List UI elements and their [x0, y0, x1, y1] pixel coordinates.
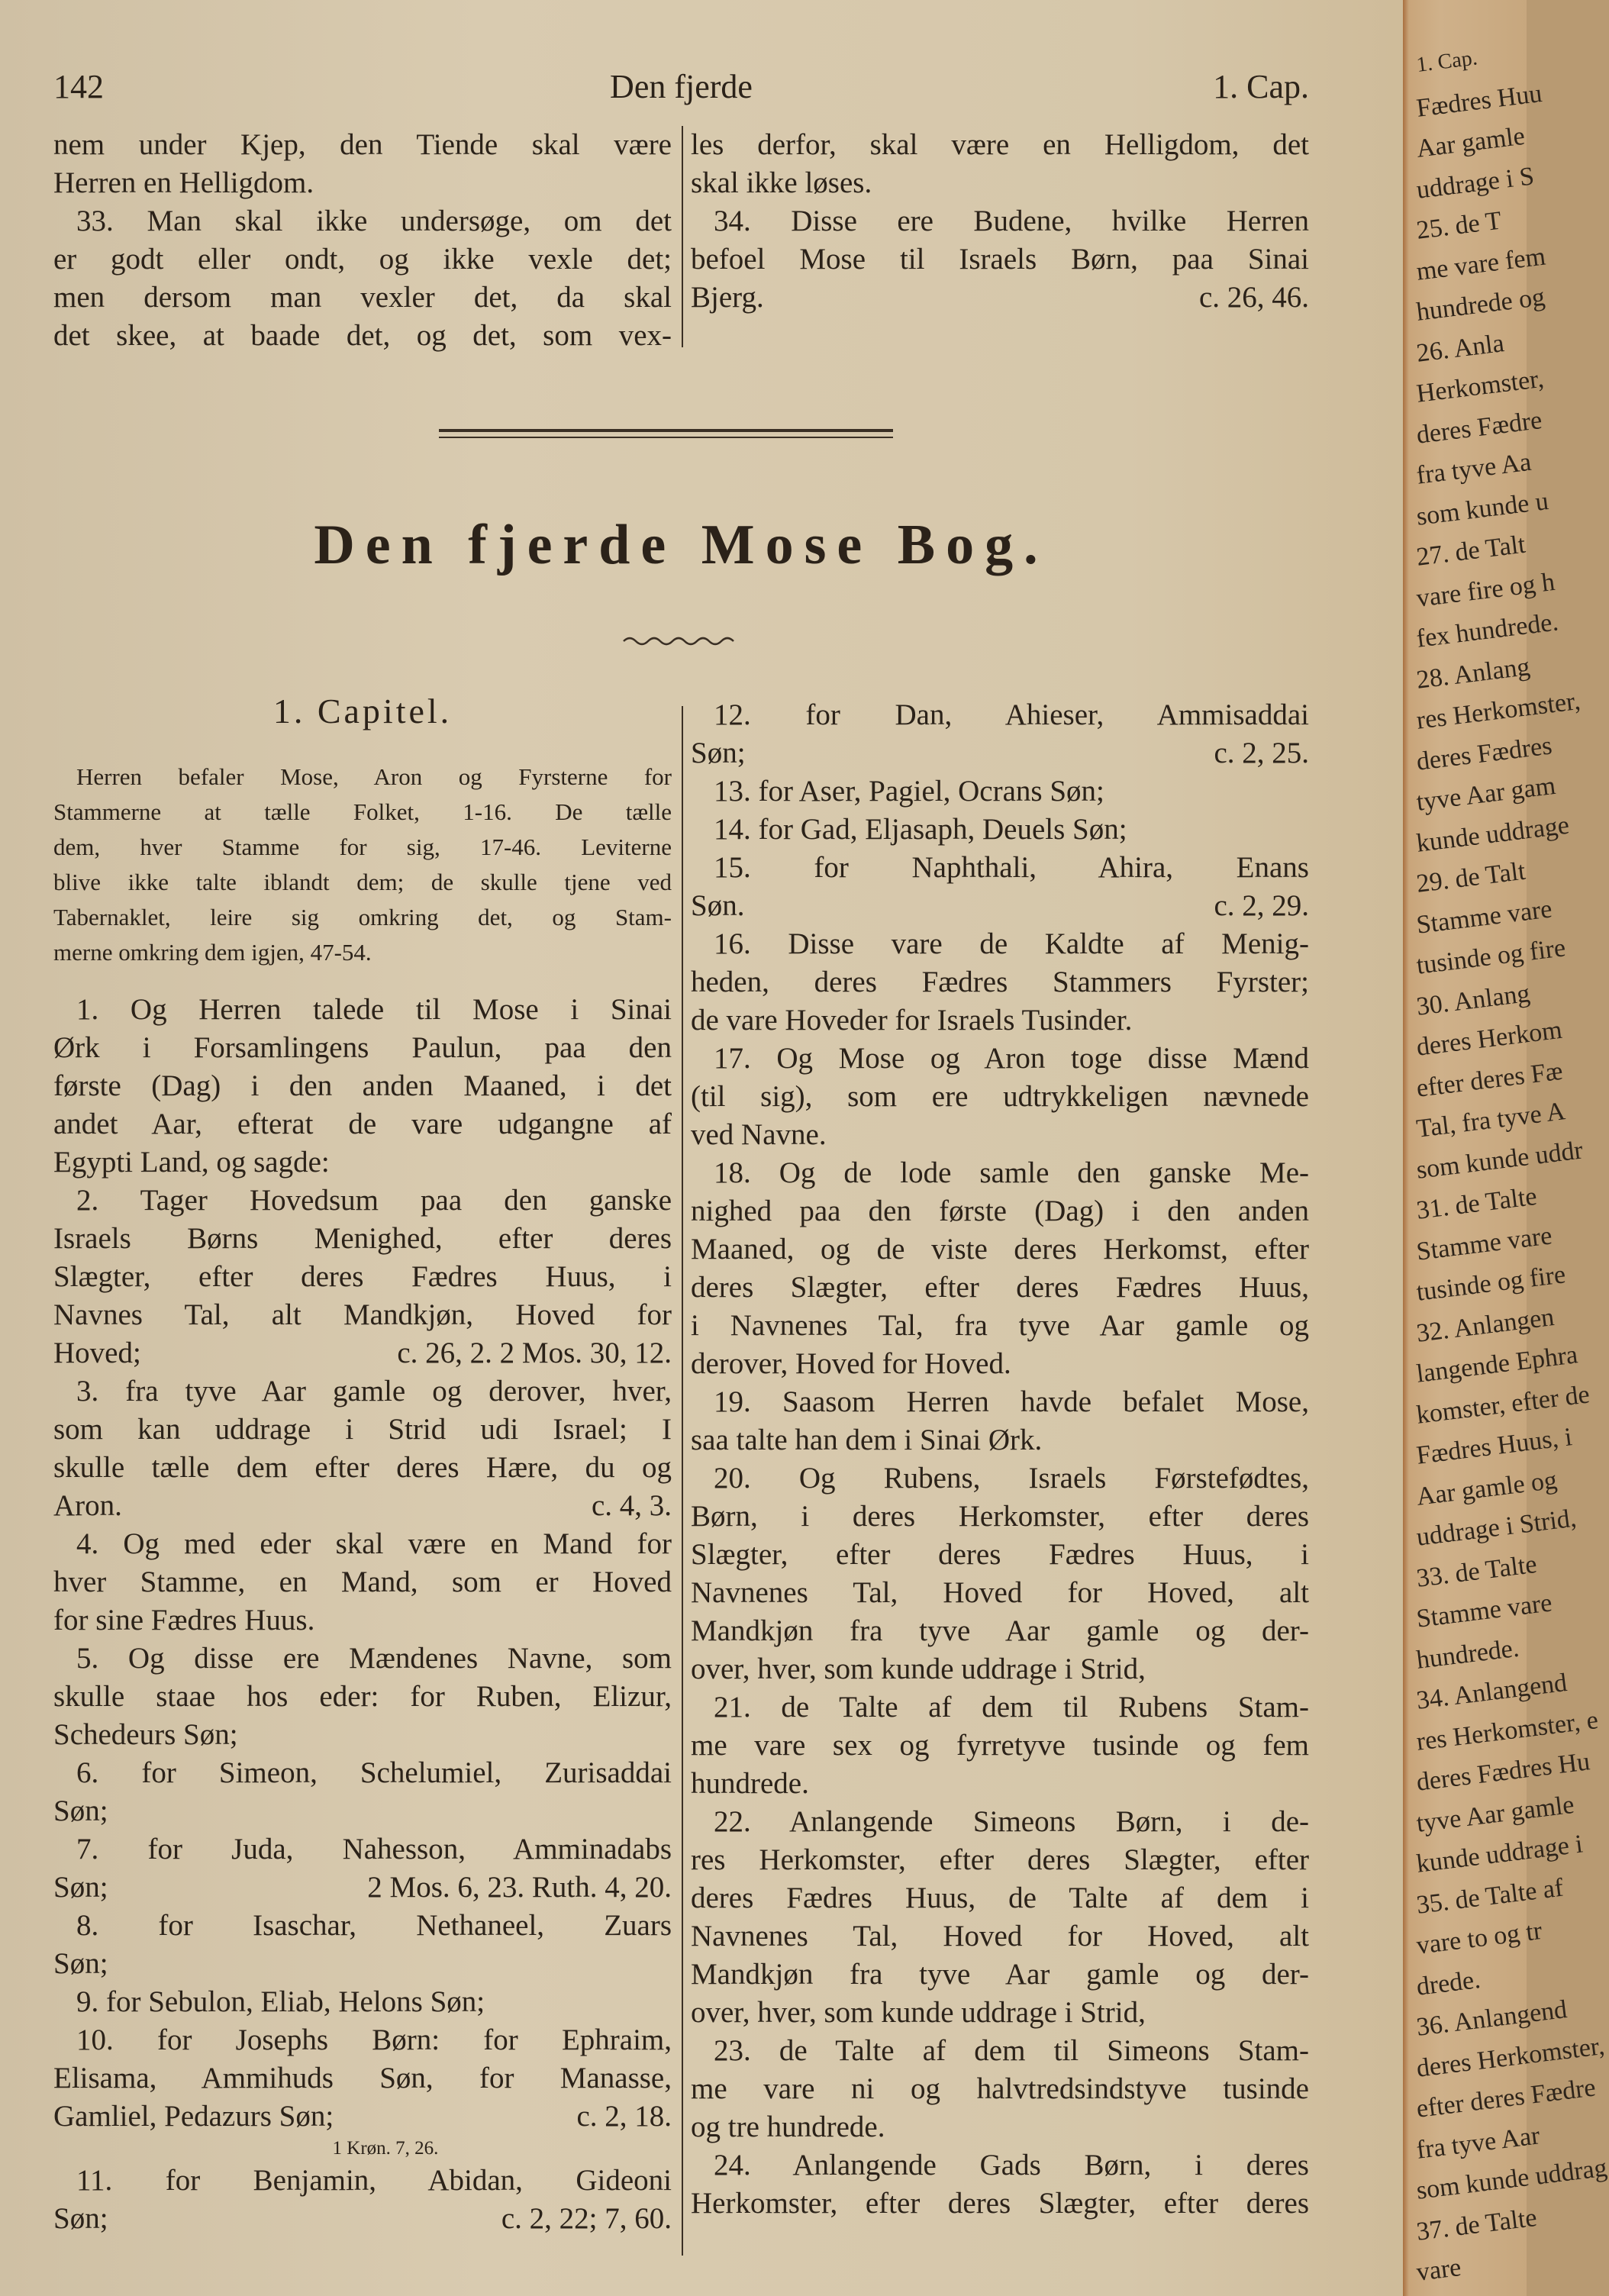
- cross-reference: c. 26, 46.: [1198, 281, 1309, 314]
- verse-line: hundrede.: [691, 1767, 809, 1800]
- verse-text: Søn;: [691, 737, 746, 769]
- verse-line: befoel Mose til Israels Børn, paa Sinai: [691, 243, 1309, 276]
- verse-text: Bjerg.: [691, 281, 764, 314]
- verse-line: 23. de Talte af dem til Simeons Stam-: [714, 2034, 1309, 2067]
- chapter-heading: 1. Capitel.: [272, 692, 453, 730]
- verse-line: [53, 1487, 672, 1525]
- verse-line: og tre hundrede.: [691, 2111, 885, 2143]
- verse-paragraph: [691, 2032, 1309, 2146]
- facing-page-text: kunde uddrage: [1414, 811, 1571, 858]
- facing-page-text: Aar gamle og: [1414, 1466, 1559, 1511]
- facing-page-text: deres Fædres: [1414, 730, 1554, 776]
- verse-line: derover, Hoved for Hoved.: [691, 1347, 1011, 1380]
- column-rule-top: [682, 126, 683, 347]
- chapter-summary: [53, 759, 672, 970]
- verse-paragraph: [691, 1459, 1309, 1688]
- verse-line: [53, 1334, 672, 1372]
- facing-page-text: efter deres Fædre: [1414, 2073, 1598, 2123]
- verse-text: Søn;: [53, 1871, 108, 1904]
- footnote-reference: 1 Krøn. 7, 26.: [332, 2138, 439, 2159]
- facing-page-text: langende Ephra: [1414, 1340, 1580, 1388]
- facing-page-text: 28. Anlang: [1414, 652, 1532, 695]
- verse-paragraph: [691, 1040, 1309, 1154]
- summary-line: Stammerne at tælle Folket, 1-16. De tælle: [53, 798, 672, 825]
- facing-page-text: 34. Anlangend: [1414, 1668, 1569, 1715]
- verse-line: skulle staae hos eder: for Ruben, Elizur,: [53, 1680, 672, 1713]
- verse-line: over, hver, som kunde uddrage i Strid,: [691, 1996, 1146, 2029]
- verse-line: deres Fædres Huus, de Talte af dem i: [691, 1882, 1309, 1914]
- verse-line: skal ikke løses.: [691, 166, 872, 199]
- facing-page-text: kunde uddrage i: [1414, 1830, 1585, 1878]
- column-rule: [682, 706, 683, 2256]
- verse-line: i Navnenes Tal, fra tyve Aar gamle og: [691, 1309, 1309, 1342]
- verse-line: 9. for Sebulon, Eliab, Helons Søn;: [76, 1985, 485, 2018]
- verse-line: men dersom man vexler det, da skal: [53, 281, 672, 314]
- facing-page-text: Fædres Huu: [1414, 79, 1544, 123]
- verse-paragraph: [53, 1830, 672, 1907]
- facing-page-text: Stamme vare: [1414, 1588, 1554, 1633]
- facing-page-text: 31. de Talte: [1414, 1182, 1539, 1225]
- facing-page-text: 37. de Talte: [1414, 2203, 1539, 2246]
- verse-line: ved Navne.: [691, 1118, 827, 1151]
- facing-page-text: fra tyve Aar: [1414, 2120, 1542, 2165]
- cross-reference: 2 Mos. 6, 23. Ruth. 4, 20.: [367, 1871, 672, 1904]
- verse-paragraph: [53, 2021, 672, 2162]
- ornament-squiggle: [622, 634, 740, 649]
- verse-line: 10. for Josephs Børn: for Ephraim,: [76, 2024, 672, 2056]
- verse-line: Mandkjøn fra tyve Aar gamle og der-: [691, 1614, 1309, 1647]
- verse-line: saa talte han dem i Sinai Ørk.: [691, 1424, 1043, 1456]
- facing-page-text: Aar gamle: [1414, 121, 1527, 163]
- facing-page-text: komster, efter de: [1414, 1379, 1591, 1430]
- verse-paragraph: [691, 849, 1309, 925]
- summary-line: Herren befaler Mose, Aron og Fyrsterne for: [76, 763, 672, 790]
- cross-reference: c. 4, 3.: [591, 1489, 672, 1522]
- facing-page-text: tyve Aar gam: [1414, 771, 1558, 817]
- verse-paragraph: [691, 925, 1309, 1040]
- verse-line: 2. Tager Hovedsum paa den ganske: [76, 1184, 672, 1217]
- facing-page-text: som kunde uddr: [1414, 1135, 1585, 1185]
- cross-reference: c. 2, 18.: [576, 2100, 672, 2133]
- verse-paragraph: [691, 1688, 1309, 1803]
- verse-line: les derfor, skal være en Helligdom, det: [691, 128, 1309, 161]
- verse-paragraph: [53, 991, 672, 1182]
- verse-line: Ørk i Forsamlingens Paulun, paa den: [53, 1031, 672, 1064]
- verse-line: Søn;: [53, 1947, 108, 1980]
- cross-reference: c. 2, 22; 7, 60.: [501, 2202, 672, 2235]
- verse-line: Israels Børns Menighed, efter deres: [53, 1222, 672, 1255]
- facing-page-text: Stamme vare: [1414, 894, 1554, 940]
- facing-page-text: efter deres Fæ: [1414, 1056, 1565, 1103]
- verse-line: 33. Man skal ikke undersøge, om det: [76, 205, 672, 237]
- facing-page-text: 33. de Talte: [1414, 1549, 1539, 1593]
- section-divider-thin: [439, 437, 893, 438]
- facing-page-text: 29. de Talt: [1414, 856, 1527, 898]
- verse-paragraph: [53, 1754, 672, 1830]
- facing-page-text: deres Herkom: [1414, 1015, 1564, 1062]
- page-number: 142: [53, 68, 104, 105]
- facing-page-text: 27. de Talt: [1414, 530, 1527, 572]
- verse-line: Herkomster, efter deres Slægter, efter deres: [691, 2187, 1309, 2220]
- verse-line: Børn, i deres Herkomster, efter deres: [691, 1500, 1309, 1533]
- left-verse-column: [53, 991, 672, 2238]
- facing-page-text: vare to og tr: [1414, 1917, 1544, 1960]
- verse-line: 21. de Talte af dem til Rubens Stam-: [714, 1691, 1309, 1724]
- verse-paragraph: [691, 811, 1309, 849]
- facing-page-text: tusinde og fire: [1414, 934, 1568, 980]
- verse-line: Egypti Land, og sagde:: [53, 1146, 330, 1179]
- facing-page-text: 30. Anlang: [1414, 979, 1532, 1021]
- facing-page-text: deres Fædre: [1414, 405, 1544, 450]
- cross-reference: c. 2, 25.: [1214, 737, 1309, 769]
- facing-page-text: tusinde og fire: [1414, 1260, 1568, 1307]
- facing-page-text: hundrede og: [1414, 282, 1546, 327]
- section-divider-thick: [439, 429, 893, 432]
- facing-page-text: uddrage i S: [1414, 161, 1536, 205]
- verse-paragraph: [53, 1372, 672, 1525]
- facing-page-text: fex hundrede.: [1414, 608, 1560, 653]
- verse-line: Schedeurs Søn;: [53, 1718, 238, 1751]
- verse-line: Elisama, Ammihuds Søn, for Manasse,: [53, 2062, 672, 2094]
- verse-line: Maaned, og de viste deres Herkomst, efter: [691, 1233, 1309, 1266]
- verse-paragraph: [53, 1907, 672, 1983]
- verse-line: er godt eller ondt, og ikke vexle det;: [53, 243, 672, 276]
- facing-page-text: me vare fem: [1414, 241, 1547, 286]
- facing-page-text: Fædres Huus, i: [1414, 1423, 1574, 1470]
- facing-page-text: res Herkomster, e: [1414, 1705, 1600, 1756]
- verse-line: 12. for Dan, Ahieser, Ammisaddai: [714, 698, 1309, 731]
- facing-page-text: Herkomster,: [1414, 364, 1546, 408]
- verse-paragraph: [53, 1640, 672, 1754]
- verse-line: de vare Hoveder for Israels Tusinder.: [691, 1004, 1133, 1037]
- verse-paragraph: [691, 696, 1309, 772]
- facing-page-text: 32. Anlangen: [1414, 1302, 1556, 1348]
- verse-line: 19. Saasom Herren havde befalet Mose,: [714, 1385, 1309, 1418]
- verse-paragraph: [53, 1182, 672, 1372]
- verse-line: det skee, at baade det, og det, som vex-: [53, 319, 672, 352]
- right-verse-column: [691, 696, 1309, 2223]
- verse-paragraph: [691, 1154, 1309, 1383]
- verse-line: 3. fra tyve Aar gamle og derover, hver,: [76, 1375, 672, 1408]
- verse-text: Søn;: [53, 2202, 108, 2235]
- verse-paragraph: [53, 2162, 672, 2238]
- facing-page-text: tyve Aar gamle: [1414, 1790, 1576, 1838]
- cross-reference: c. 2, 29.: [1214, 889, 1309, 922]
- verse-line: 8. for Isaschar, Nethaneel, Zuars: [76, 1909, 672, 1942]
- verse-line: Navnenes Tal, Hoved for Hoved, alt: [691, 1920, 1309, 1953]
- verse-line: 1. Og Herren talede til Mose i Sinai: [76, 993, 672, 1026]
- facing-page-text: 25. de T: [1414, 206, 1504, 245]
- running-title: Den fjerde: [610, 68, 753, 105]
- verse-line: [691, 887, 1309, 925]
- facing-page-text: drede.: [1414, 1965, 1482, 2001]
- facing-page-text: 36. Anlangend: [1414, 1994, 1569, 2042]
- verse-line: 22. Anlangende Simeons Børn, i de-: [714, 1805, 1309, 1838]
- verse-line: 24. Anlangende Gads Børn, i deres: [714, 2149, 1309, 2182]
- verse-line: 6. for Simeon, Schelumiel, Zurisaddai: [76, 1756, 672, 1789]
- verse-line: [691, 734, 1309, 772]
- facing-page-text: Stamme vare: [1414, 1221, 1554, 1266]
- verse-line: 7. for Juda, Nahesson, Amminadabs: [76, 1833, 672, 1866]
- facing-page-text: vare: [1414, 2253, 1463, 2287]
- verse-line: 17. Og Mose og Aron toge disse Mænd: [714, 1042, 1309, 1075]
- verse-paragraph: [691, 1803, 1309, 2032]
- verse-line: deres Slægter, efter deres Fædres Huus,: [691, 1271, 1309, 1304]
- verse-paragraph: [53, 126, 672, 202]
- facing-page-text: 1. Cap.: [1415, 46, 1479, 77]
- verse-text: Hoved;: [53, 1337, 141, 1369]
- verse-line: Navnes Tal, alt Mandkjøn, Hoved for: [53, 1298, 672, 1331]
- facing-page-text: 26. Anla: [1414, 328, 1506, 368]
- verse-line: 13. for Aser, Pagiel, Ocrans Søn;: [714, 775, 1104, 808]
- verse-line: Slægter, efter deres Fædres Huus, i: [53, 1260, 672, 1293]
- facing-page-text: deres Herkomster,: [1414, 2031, 1607, 2083]
- verse-line: Søn;: [53, 1795, 108, 1827]
- verse-paragraph: [53, 1525, 672, 1640]
- facing-page-text: deres Fædres Hu: [1414, 1747, 1592, 1797]
- verse-line: nem under Kjep, den Tiende skal være: [53, 128, 672, 161]
- verse-line: nighed paa den første (Dag) i den anden: [691, 1195, 1309, 1227]
- verse-line: 4. Og med eder skal være en Mand for: [76, 1527, 672, 1560]
- verse-line: Navnenes Tal, Hoved for Hoved, alt: [691, 1576, 1309, 1609]
- verse-line: hver Stamme, en Mand, som er Hoved: [53, 1566, 672, 1598]
- summary-line: Tabernaklet, leire sig omkring det, og Stam-: [53, 904, 672, 930]
- verse-line: [53, 2098, 672, 2136]
- verse-line: [691, 279, 1309, 317]
- verse-line: over, hver, som kunde uddrage i Strid,: [691, 1653, 1146, 1685]
- top-right-column: [691, 126, 1309, 317]
- chapter-reference: 1. Cap.: [1213, 68, 1309, 105]
- verse-line: 20. Og Rubens, Israels Førstefødtes,: [714, 1462, 1309, 1495]
- verse-paragraph: [691, 1383, 1309, 1459]
- verse-paragraph: [691, 772, 1309, 811]
- verse-paragraph: [691, 126, 1309, 202]
- verse-paragraph: [691, 2146, 1309, 2223]
- verse-line: 11. for Benjamin, Abidan, Gideoni: [76, 2164, 672, 2197]
- facing-page-text: fra tyve Aa: [1414, 447, 1533, 490]
- verse-line: (til sig), som ere udtrykkeligen nævnede: [691, 1080, 1309, 1113]
- verse-line: Mandkjøn fra tyve Aar gamle og der-: [691, 1958, 1309, 1991]
- verse-line: res Herkomster, efter deres Slægter, efter: [691, 1843, 1309, 1876]
- verse-line: som kan uddrage i Strid udi Israel; I: [53, 1413, 672, 1446]
- verse-text: Søn.: [691, 889, 745, 922]
- facing-page-text: res Herkomster,: [1414, 686, 1582, 735]
- verse-line: me vare ni og halvtredsindstyve tusinde: [691, 2072, 1309, 2105]
- summary-line: dem, hver Stamme for sig, 17-46. Leviterne: [53, 834, 672, 860]
- verse-line: [53, 1869, 672, 1907]
- summary-line: blive ikke talte iblandt dem; de skulle tjene ved: [53, 869, 672, 895]
- verse-line: 14. for Gad, Eljasaph, Deuels Søn;: [714, 813, 1127, 846]
- facing-page-text: vare fire og h: [1414, 567, 1557, 613]
- verse-line: første (Dag) i den anden Maaned, i det: [53, 1069, 672, 1102]
- verse-line: for sine Fædres Huus.: [53, 1604, 315, 1637]
- facing-page-text: uddrage i Strid,: [1414, 1504, 1578, 1552]
- verse-line: Slægter, efter deres Fædres Huus, i: [691, 1538, 1309, 1571]
- verse-line: 16. Disse vare de Kaldte af Menig-: [714, 927, 1309, 960]
- verse-line: 18. Og de lode samle den ganske Me-: [714, 1156, 1309, 1189]
- verse-line: 15. for Naphthali, Ahira, Enans: [714, 851, 1309, 884]
- verse-paragraph: [53, 1983, 672, 2021]
- cross-reference: c. 26, 2. 2 Mos. 30, 12.: [397, 1337, 672, 1369]
- summary-line: merne omkring dem igjen, 47-54.: [53, 939, 372, 966]
- verse-text: Gamliel, Pedazurs Søn;: [53, 2100, 334, 2133]
- verse-line: [53, 2200, 672, 2238]
- verse-line: 5. Og disse ere Mændenes Navne, som: [76, 1642, 672, 1675]
- verse-line: andet Aar, efterat de vare udgangne af: [53, 1108, 672, 1140]
- verse-line: skulle tælle dem efter deres Hære, du og: [53, 1451, 672, 1484]
- facing-page-text: som kunde u: [1414, 486, 1550, 531]
- top-left-column: [53, 126, 672, 355]
- verse-line: me vare sex og fyrretyve tusinde og fem: [691, 1729, 1309, 1762]
- verse-paragraph: [691, 202, 1309, 317]
- facing-page-text: Tal, fra tyve A: [1414, 1097, 1567, 1143]
- verse-line: 34. Disse ere Budene, hvilke Herren: [714, 205, 1309, 237]
- facing-page-text: som kunde uddrag: [1414, 2153, 1609, 2205]
- verse-line: Herren en Helligdom.: [53, 166, 314, 199]
- verse-text: Aron.: [53, 1489, 122, 1522]
- facing-page-text: 35. de Talte af: [1414, 1873, 1565, 1920]
- verse-paragraph: [53, 202, 672, 355]
- facing-page-text: hundrede.: [1414, 1633, 1521, 1675]
- book-title: Den fjerde Mose Bog.: [314, 514, 1049, 576]
- verse-line: heden, deres Fædres Stammers Fyrster;: [691, 966, 1309, 998]
